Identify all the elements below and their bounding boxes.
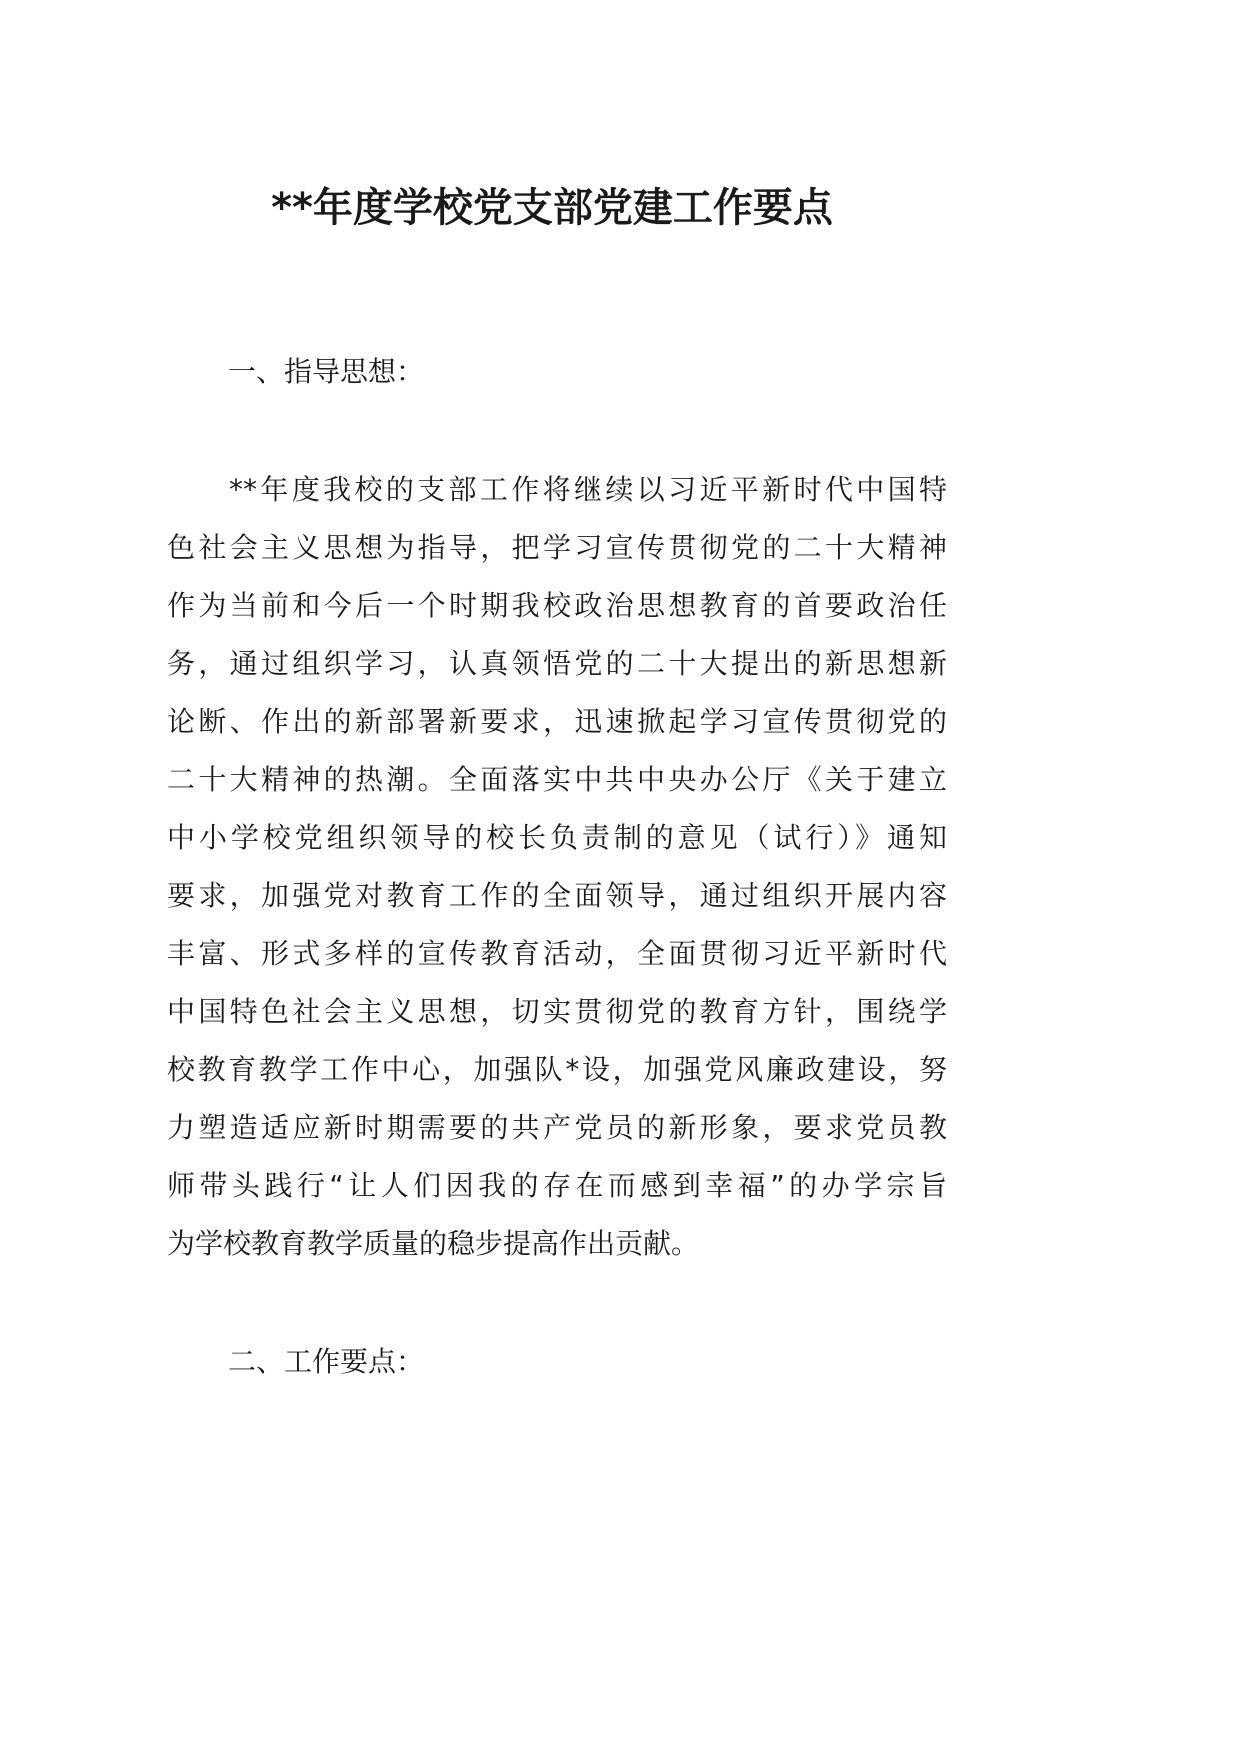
paragraph-line: 二十大精神的热潮。全面落实中共中央办公厅《关于建立 — [167, 763, 947, 796]
paragraph-line: 务，通过组织学习，认真领悟党的二十大提出的新思想新 — [167, 647, 947, 680]
document-title: **年度学校党支部党建工作要点 — [271, 185, 833, 231]
section-heading-guiding-ideology: 一、指导思想： — [228, 355, 425, 388]
paragraph-line: 为学校教育教学质量的稳步提高作出贡献。 — [167, 1227, 700, 1260]
paragraph-line: 丰富、形式多样的宣传教育活动，全面贯彻习近平新时代 — [167, 937, 947, 970]
paragraph-line: 校教育教学工作中心，加强队*设，加强党风廉政建设，努 — [167, 1053, 947, 1086]
section-heading-work-points: 二、工作要点： — [228, 1345, 425, 1378]
guiding-ideology-paragraph — [167, 469, 947, 1281]
paragraph-line: 力塑造适应新时期需要的共产党员的新形象，要求党员教 — [167, 1111, 947, 1144]
paragraph-line: 色社会主义思想为指导，把学习宣传贯彻党的二十大精神 — [167, 531, 947, 564]
paragraph-line: 中小学校党组织领导的校长负责制的意见（试行）》通知 — [167, 821, 947, 854]
paragraph-line: 中国特色社会主义思想，切实贯彻党的教育方针，围绕学 — [167, 995, 947, 1028]
paragraph-line: 要求，加强党对教育工作的全面领导，通过组织开展内容 — [167, 879, 947, 912]
paragraph-line: 师带头践行“让人们因我的存在而感到幸福”的办学宗旨 — [167, 1169, 947, 1202]
paragraph-line: 论断、作出的新部署新要求，迅速掀起学习宣传贯彻党的 — [167, 705, 947, 738]
paragraph-line: **年度我校的支部工作将继续以习近平新时代中国特 — [229, 473, 947, 506]
paragraph-line: 作为当前和今后一个时期我校政治思想教育的首要政治任 — [167, 589, 947, 622]
